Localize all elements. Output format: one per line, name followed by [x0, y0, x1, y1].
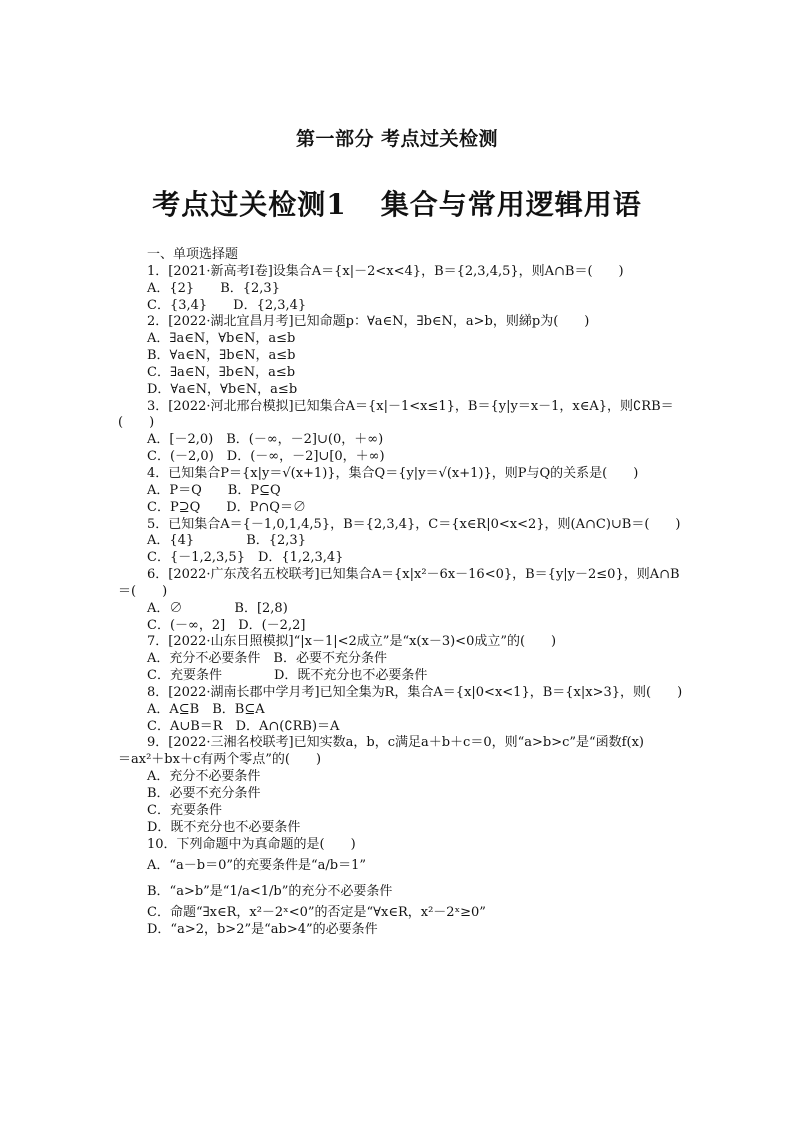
text-line: 3．[2022·河北邢台模拟]已知集合A＝{x|－1<x≤1}，B＝{y|y＝x－1，x∈A}，则∁RB＝: [147, 398, 674, 414]
text-line: 6．[2022·广东茂名五校联考]已知集合A＝{x|x²－6x－16<0}，B＝{y|y－2≤0}，则A∩B: [147, 567, 680, 583]
text-line: 1．[2021·新高考Ⅰ卷]设集合A＝{x|－2<x<4}，B＝{2,3,4,5}，则A∩B＝( ): [147, 263, 624, 279]
text-line: A．{4} B．{2,3}: [147, 533, 306, 549]
text-line: 10．下列命题中为真命题的是( ): [147, 836, 356, 852]
text-line: C．∃a∈N，∃b∈N，a≤b: [147, 364, 296, 380]
text-line: A．∃a∈N，∀b∈N，a≤b: [147, 331, 296, 347]
text-line: 5．已知集合A＝{－1,0,1,4,5}，B＝{2,3,4}，C＝{x∈R|0<x<2}，则(A∩C)∪B＝( ): [147, 516, 681, 532]
text-line: 4．已知集合P＝{x|y＝√(x+1)}，集合Q＝{y|y＝√(x+1)}，则P与Q的关系是( ): [147, 465, 639, 481]
text-line: A．充分不必要条件: [147, 769, 261, 785]
part-heading: 第一部分 考点过关检测: [295, 128, 499, 150]
text-line: A．∅ B．[2,8): [147, 600, 288, 616]
title-topic: 集合与常用逻辑用语: [380, 188, 642, 221]
text-line: 2．[2022·湖北宜昌月考]已知命题p：∀a∈N，∃b∈N，a>b，则綈p为( ): [147, 314, 590, 330]
text-line: ＝( ): [118, 583, 168, 599]
text-line: A．“a－b＝0”的充要条件是“a/b＝1”: [147, 858, 367, 874]
text-line: C．P⊇Q D．P∩Q＝∅: [147, 499, 306, 515]
text-line: C．(－∞，2] D．(－2,2]: [147, 617, 306, 633]
text-line: C．充要条件: [147, 802, 222, 818]
text-line: A．P＝Q B．P⊆Q: [147, 482, 281, 498]
text-line: ( ): [118, 415, 155, 431]
text-line: 7．[2022·山东日照模拟]“|x－1|<2成立”是“x(x－3)<0成立”的( ): [147, 634, 557, 650]
text-line: A．充分不必要条件 B．必要不充分条件: [147, 651, 387, 667]
text-line: C．A∪B＝R D．A∩(∁RB)＝A: [147, 718, 340, 734]
text-line: C．充要条件 D．既不充分也不必要条件: [147, 668, 428, 684]
text-line: A．A⊆B B．B⊆A: [147, 701, 265, 717]
text-line: D．∀a∈N，∀b∈N，a≤b: [147, 381, 298, 397]
text-line: 一、单项选择题: [147, 247, 239, 262]
page-title: [0, 183, 794, 223]
text-line: ＝ax²＋bx＋c有两个零点”的( ): [118, 752, 322, 768]
text-line: C．{－1,2,3,5} D．{1,2,3,4}: [147, 550, 344, 566]
text-line: 9．[2022·三湘名校联考]已知实数a，b，c满足a＋b＋c＝0，则“a>b>c”是“函数f(x): [147, 735, 644, 751]
text-line: C．命题“∃x∈R，x²－2ˣ<0”的否定是“∀x∈R，x²－2ˣ≥0”: [147, 905, 486, 921]
text-line: B．∀a∈N，∃b∈N，a≤b: [147, 348, 296, 364]
text-line: A．[－2,0) B．(－∞，－2]∪(0，＋∞): [147, 432, 384, 448]
text-line: C．{3,4} D．{2,3,4}: [147, 297, 307, 313]
text-line: 8．[2022·湖南长郡中学月考]已知全集为R，集合A＝{x|0<x<1}，B＝{x|x>3}，则( ): [147, 684, 683, 700]
question-list: [118, 247, 683, 939]
text-line: B．“a>b”是“1/a<1/b”的充分不必要条件: [147, 884, 393, 900]
text-line: D．既不充分也不必要条件: [147, 819, 301, 835]
text-line: A．{2} B．{2,3}: [147, 280, 280, 296]
text-line: C．(－2,0) D．(－∞，－2]∪[0，＋∞): [147, 449, 385, 465]
text-line: D．“a>2，b>2”是“ab>4”的必要条件: [147, 922, 378, 938]
text-line: B．必要不充分条件: [147, 786, 261, 801]
title-main: 考点过关检测1: [152, 188, 347, 221]
